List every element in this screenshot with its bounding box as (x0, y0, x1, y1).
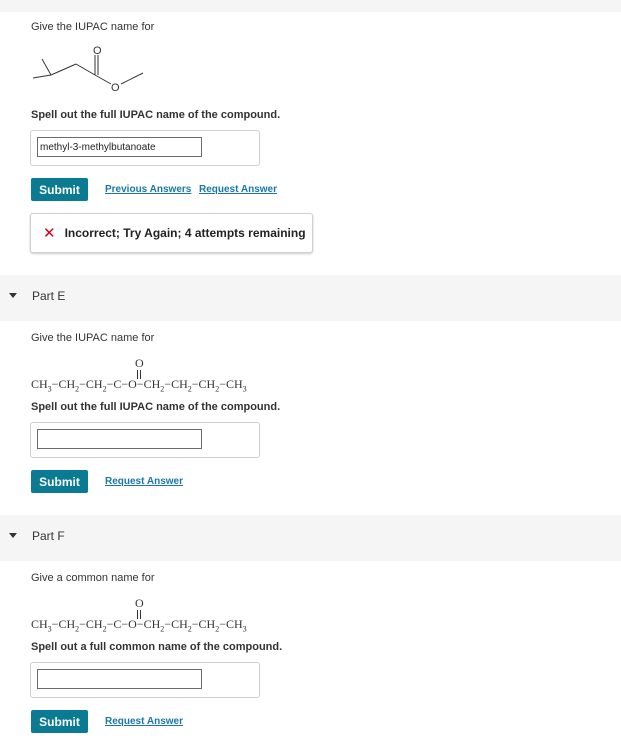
part-f-answer-input[interactable] (37, 669, 202, 689)
feedback-message: Incorrect; Try Again; 4 attempts remaining (64, 226, 306, 240)
part-e-answer-box (30, 422, 260, 458)
part-f-formula: $CH_3-CH_2-CH_2-C-O-CH_2-CH_2-CH_2-CH_3$ (31, 617, 247, 634)
caret-down-icon (9, 533, 17, 538)
part-e-answer-input[interactable] (37, 429, 202, 449)
x-icon: ✕ (43, 224, 56, 242)
request-answer-link[interactable]: Request Answer (199, 184, 277, 195)
ester-o-label: O (111, 82, 120, 92)
part-e-header[interactable] (0, 275, 621, 321)
answer-box (30, 130, 260, 166)
part-e-title: Part E (32, 289, 66, 303)
part-e-instruction: Spell out the full IUPAC name of the compound. (31, 401, 281, 413)
part-e-request-answer-link[interactable]: Request Answer (105, 476, 183, 487)
part-f-prompt: Give a common name for (31, 572, 155, 584)
top-band (0, 0, 621, 12)
skeletal-structure (28, 42, 158, 92)
part-e-prompt: Give the IUPAC name for (31, 332, 155, 344)
answer-input[interactable] (37, 137, 202, 157)
carbonyl-o-label: O (93, 45, 102, 57)
part-f-submit-button[interactable]: Submit (31, 710, 88, 733)
part-f-header[interactable] (0, 515, 621, 561)
part-f-instruction: Spell out a full common name of the compound. (31, 641, 283, 653)
question-prompt: Give the IUPAC name for (31, 21, 155, 33)
caret-down-icon (9, 293, 17, 298)
part-e-carbonyl-o: O (135, 356, 144, 370)
feedback-box (30, 213, 313, 253)
part-f-answer-box (30, 662, 260, 698)
part-e-formula: $CH_3-CH_2-CH_2-C-O-CH_2-CH_2-CH_2-CH_3$ (31, 377, 247, 394)
part-f-title: Part F (32, 529, 65, 543)
part-f-carbonyl-o: O (135, 596, 144, 610)
question-instruction: Spell out the full IUPAC name of the compound. (31, 109, 281, 121)
previous-answers-link[interactable]: Previous Answers (105, 184, 192, 195)
part-f-request-answer-link[interactable]: Request Answer (105, 716, 183, 727)
part-e-submit-button[interactable]: Submit (31, 470, 88, 493)
submit-button[interactable]: Submit (31, 178, 88, 201)
